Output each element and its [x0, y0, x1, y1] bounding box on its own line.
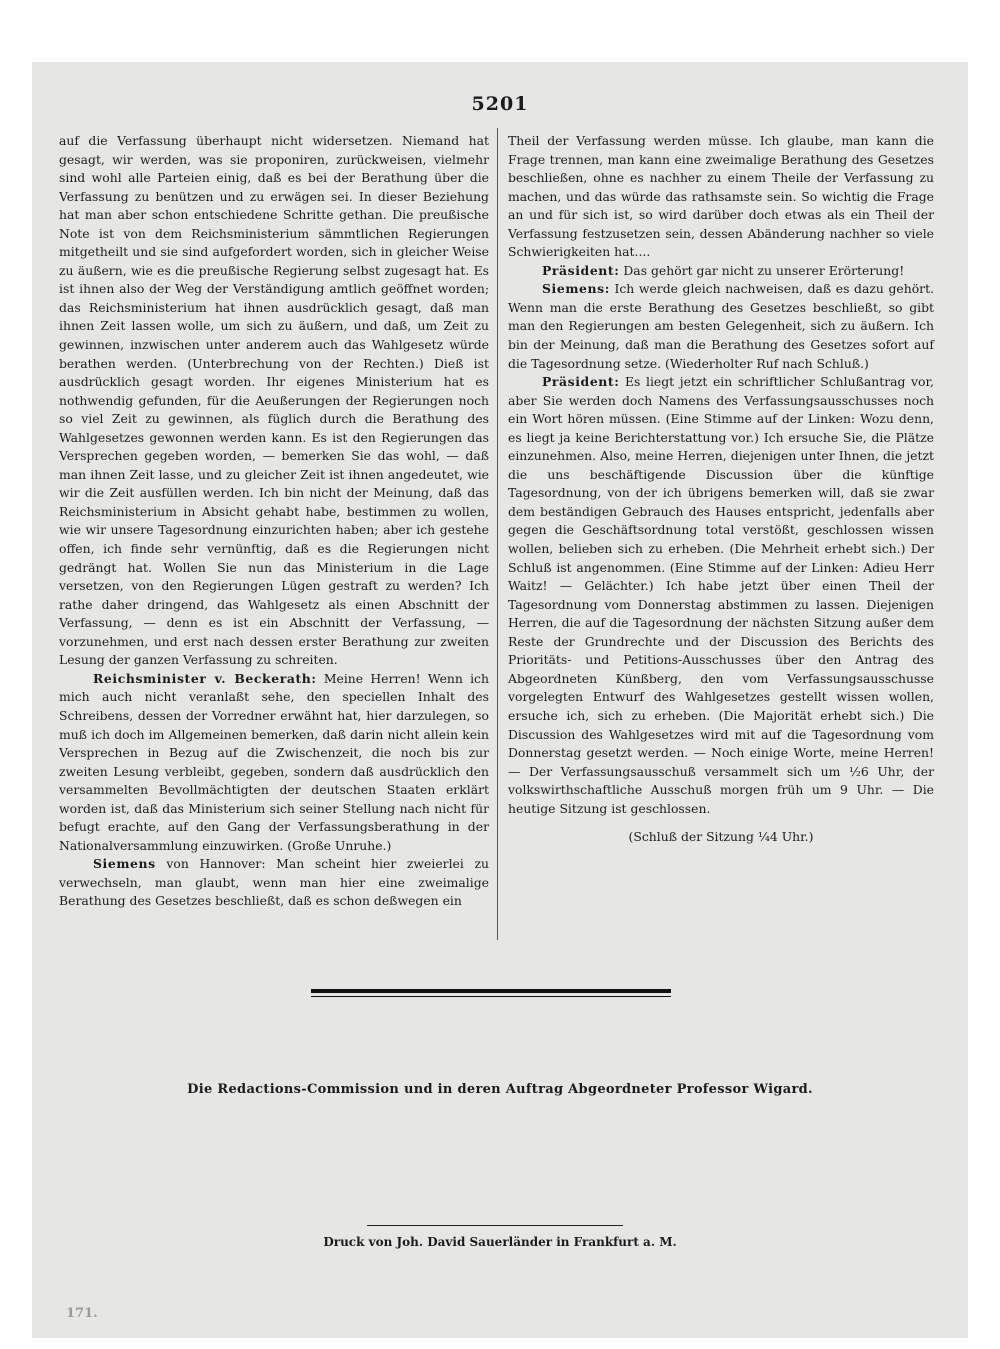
column-divider — [497, 128, 498, 940]
page-number: 5201 — [471, 93, 529, 115]
paragraph: auf die Verfassung überhaupt nicht widersetzen. Niemand hat gesagt, wir werden, was sie proponiren, zurückweisen, vielmehr sind wohl alle Parteien einig, daß es bei der Berathung über die Verfassung zu benützen und zu erwägen sei. In dieser Beziehung hat man aber schon entschiedene Schritte gethan. Die preußische Note ist von dem Reichsministerium sämmtlichen Regierungen mitgetheilt und sie sind aufgefordert worden, sich in gleicher Weise zu äußern, wie es die preußische Regierung selbst zugesagt hat. Es ist ihnen also der Weg der Verständigung amtlich geöffnet worden; das Reichsministerium hat ihnen ausdrücklich gesagt, daß man ihnen Zeit lassen wolle, um sich zu äußern, und daß, um Zeit zu gewinnen, inzwischen unter anderem auch das Wahlgesetz würde berathen werden. (Unterbrechung von der Rechten.) Dieß ist ausdrücklich gesagt worden. Ihr eigenes Ministerium hat es nothwendig gefunden, für die Aeußerungen der Regierungen noch so viel Zeit zu gewinnen, als füglich durch die Berathung des Wahlgesetzes gewonnen werden kann. Es ist den Regierungen das Versprechen gegeben worden, — bemerken Sie das wohl, — daß man ihnen Zeit lasse, und zu gleicher Zeit ist ihnen angedeutet, wie wir die Zeit ausfüllen werden. Ich bin nicht der Meinung, daß das Reichsministerium in Absicht gehabt habe, bestimmen zu wollen, wie wir unsere Tagesordnung einzurichten haben; aber ich gestehe offen, ich finde sehr vernünftig, daß es die Regierungen nicht gedrängt hat. Wollen Sie nun das Ministerium in die Lage versetzen, von den Regierungen Lügen gestraft zu werden? Ich rathe daher dringend, das Wahlgesetz als einen Abschnitt der Verfassung, — denn es ist ein Abschnitt der Verfassung, — vorzunehmen, und erst nach dessen erster Berathung zur zweiten Lesung der ganzen Verfassung zu schreiten. — [59, 133, 489, 668]
paragraph: Präsident: Es liegt jetzt ein schriftlicher Schlußantrag vor, aber Sie werden doch Namens des Verfassungsausschusses noch ein Wort hören müssen. (Eine Stimme auf der Linken: Wozu denn, es liegt ja keine Berichterstattung vor.) Ich ersuche Sie, die Plätze einzunehmen. Also, meine Herren, diejenigen unter Ihnen, die jetzt die uns beschäftigende Discussion über die künftige Tagesordnung, von der ich übrigens bemerken will, daß sie zwar dem beständigen Gebrauch des Hauses entspricht, jedenfalls aber gegen die Geschäftsordnung total verstößt, geschlossen wissen wollen, belieben sich zu erheben. (Die Mehrheit erhebt sich.) Der Schluß ist angenommen. (Eine Stimme auf der Linken: Adieu Herr Waitz! — Gelächter.) Ich habe jetzt über einen Theil der Tagesordnung vom Donnerstag abstimmen zu lassen. Diejenigen Herren, die auf die Tagesordnung der nächsten Sitzung außer dem Reste der Grundrechte und der Discussion des Berichts des Prioritäts- und Petitions-Ausschusses über den Antrag des Abgeordneten Künßberg, den vom Verfassungsausschusse vorgelegten Entwurf des Wahlgesetzes gestellt wissen wollen, ersuche ich, sich zu erheben. (Die Majorität erhebt sich.) Die Discussion des Wahlgesetzes wird mit auf die Tagesordnung vom Donnerstag gesetzt werden. — Noch einige Worte, meine Herren! — Der Verfassungsausschuß versammelt sich um ½6 Uhr, der volkswirthschaftliche Ausschuß morgen früh um 9 Uhr. — Die heutige Sitzung ist geschlossen. — [508, 374, 934, 816]
printer-line: Druck von Joh. David Sauerländer in Frankfurt a. M. — [323, 1235, 677, 1249]
speaker-name: Präsident: — [542, 374, 620, 390]
right-column — [508, 132, 934, 847]
closing-note: (Schluß der Sitzung ¼4 Uhr.) — [628, 829, 814, 845]
speaker-name: Siemens — [93, 856, 156, 872]
printer-rule — [367, 1225, 623, 1226]
paragraph: Präsident: Das gehört gar nicht zu unserer Erörterung! — [542, 262, 905, 278]
paragraph: Reichsminister v. Beckerath: Meine Herren! Wenn ich mich auch nicht veranlaßt sehe, den speciellen Inhalt des Schreibens, dessen der Vorredner erwähnt hat, hier darzulegen, so muß ich doch im Allgemeinen bemerken, daß darin nicht allein kein Versprechen in Bezug auf die Zwischenzeit, die noch bis zur zweiten Lesung verbleibt, gegeben, sondern daß ausdrücklich den versammelten Bevollmächtigten der deutschen Staaten erklärt worden ist, daß das Ministerium sich seiner Stellung nach nicht für befugt erachte, auf den Gang der Verfassungsberathung in der Nationalversammlung einzuwirken. (Große Unruhe.) — [59, 670, 489, 853]
speaker-name: Reichsminister v. Beckerath: — [93, 670, 317, 686]
paragraph: Siemens: Ich werde gleich nachweisen, daß es dazu gehört. Wenn man die erste Berathung des Gesetzes beschließt, so gibt man den Regierungen am besten Gelegenheit, sich zu äußern. Ich bin der Meinung, daß man die Berathung des Gesetzes sofort auf die Tagesordnung setze. (Wiederholter Ruf nach Schluß.) — [508, 281, 934, 371]
separator-rule — [311, 989, 671, 993]
commission-line: Die Redactions-Commission und in deren Auftrag Abgeordneter Professor Wigard. — [187, 1082, 813, 1097]
separator-rule-thin — [311, 996, 671, 997]
sheet-mark: 171. — [66, 1306, 98, 1321]
speaker-name: Präsident: — [542, 262, 620, 278]
paragraph: Theil der Verfassung werden müsse. Ich glaube, man kann die Frage trennen, man kann eine zweimalige Berathung des Gesetzes beschließen, ohne es nachher zu einem Theile der Verfassung zu machen, und das würde das rathsamste sein. So wichtig die Frage an und für sich ist, so wird darüber doch etwas als ein Theil der Verfassung festzusetzen sein, dessen Abänderung nachher so viele Schwierigkeiten hat.... — [508, 133, 934, 260]
speaker-name: Siemens: — [542, 281, 610, 297]
paragraph: Siemens von Hannover: Man scheint hier zweierlei zu verwechseln, man glaubt, wenn man hier eine zweimalige Berathung des Gesetzes beschließt, daß es schon deßwegen ein — [59, 856, 489, 909]
left-column — [59, 132, 489, 911]
